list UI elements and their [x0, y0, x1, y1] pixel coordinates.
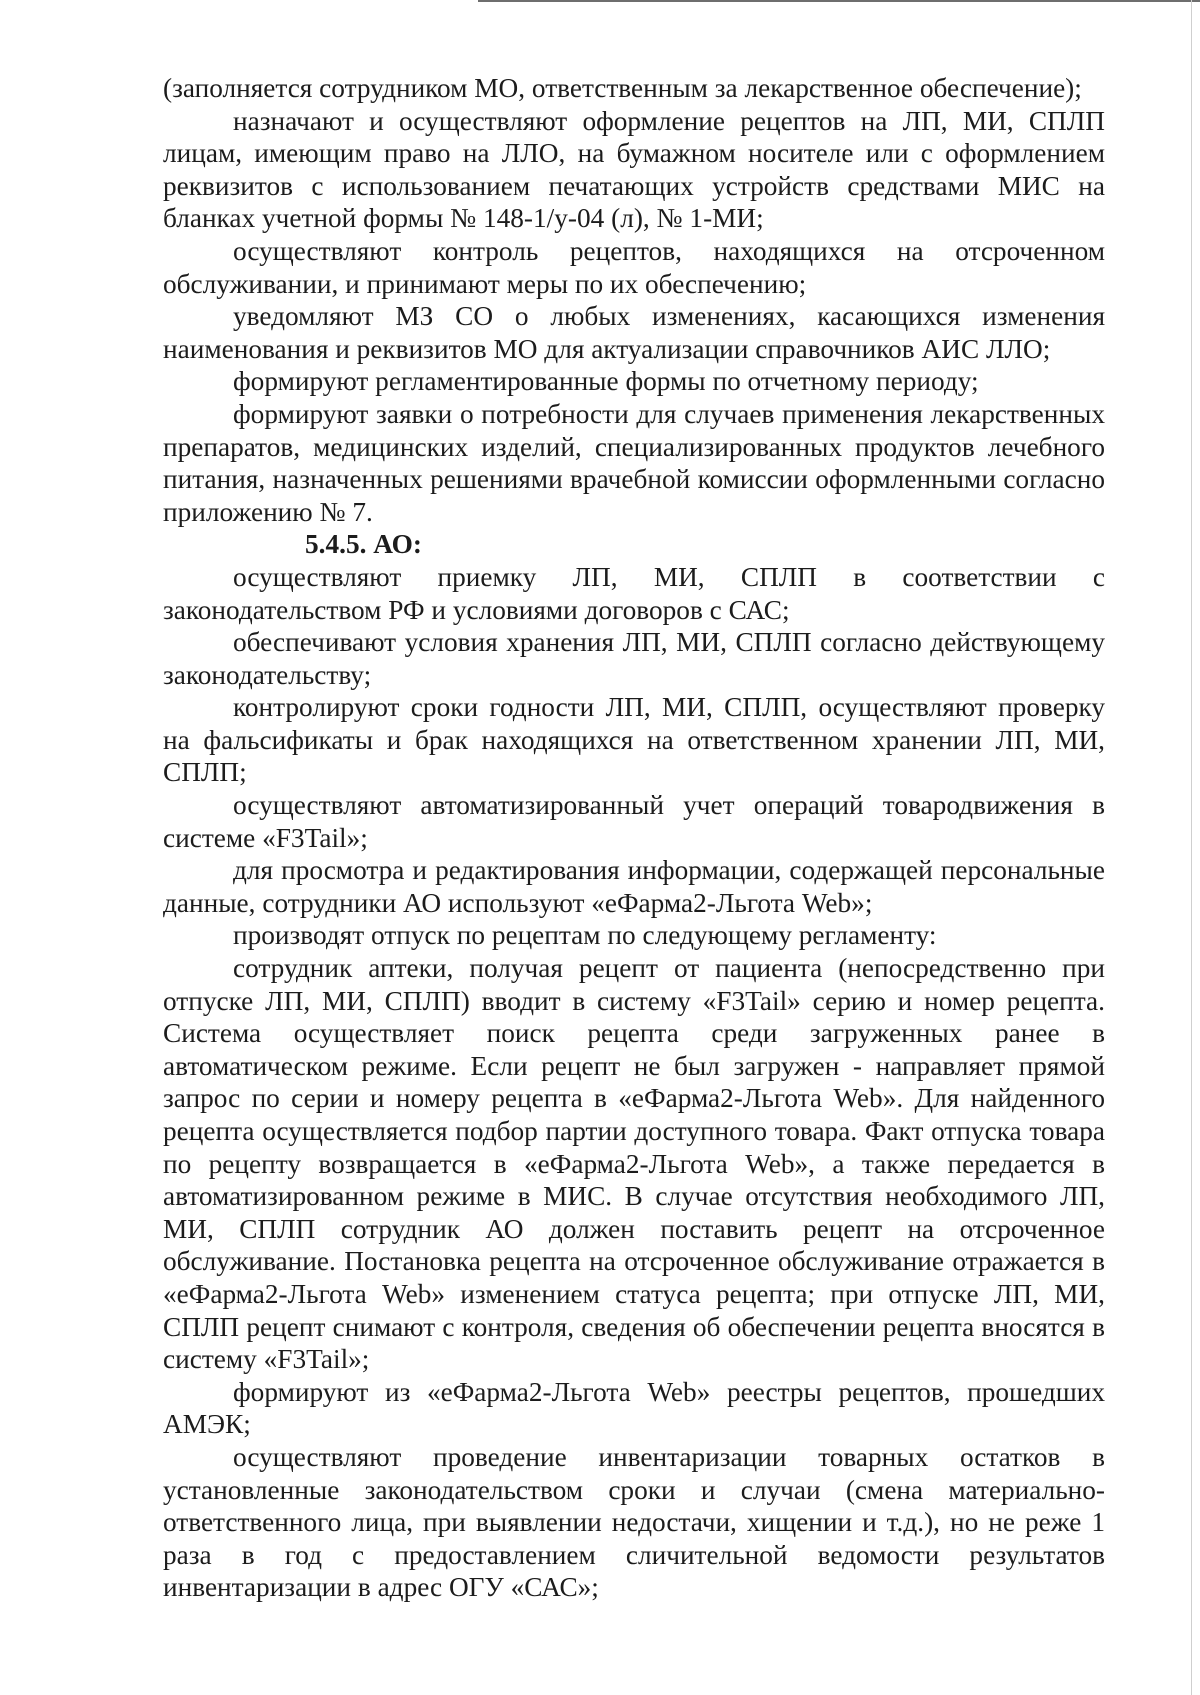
paragraph-notify-mz: уведомляют МЗ СО о любых изменениях, касающихся изменения наименования и реквизитов МО для актуализации справочников АИС ЛЛО; [163, 301, 1105, 364]
right-edge-rule [1191, 0, 1192, 1695]
document-page [163, 72, 1105, 1604]
paragraph-inventory: осуществляют проведение инвентаризации товарных остатков в установленные законодательством сроки и случаи (смена материально-ответственного лица, при выявлении недостачи, хищении и т.д.), но не реже 1 раза в год с предоставлением сличительной ведомости результатов инвентаризации в адрес ОГУ «САС»; [163, 1441, 1105, 1603]
paragraph-accounting: осуществляют автоматизированный учет операций товародвижения в системе «F3Tail»; [163, 790, 1105, 853]
paragraph-acceptance: осуществляют приемку ЛП, МИ, СПЛП в соответствии с законодательством РФ и условиями договоров с САС; [163, 561, 1105, 625]
paragraph-deferred-control: осуществляют контроль рецептов, находящихся на отсроченном обслуживании, и принимают меры по их обеспечению; [163, 235, 1105, 299]
section-heading: 5.4.5. АО: [305, 529, 422, 560]
paragraph-reports: формируют регламентированные формы по отчетному периоду; [233, 366, 979, 397]
top-edge-rule [478, 0, 1200, 2]
paragraph-personal-data: для просмотра и редактирования информации, содержащей персональные данные, сотрудники АО используют «еФарма2-Льгота Web»; [163, 855, 1105, 918]
paragraph-dispensing-procedure: сотрудник аптеки, получая рецепт от пациента (непосредственно при отпуске ЛП, МИ, СПЛП) вводит в систему «F3Tail» серию и номер рецепта. Система осуществляет поиск рецепта среди загруженных ранее в автоматическом режиме. Если рецепт не был загружен - направляет прямой запрос по серии и номеру рецепта в «еФарма2-Льгота Web». Для найденного рецепта осуществляется подбор партии доступного товара. Факт отпуска товара по рецепту возвращается в «еФарма2-Льгота Web», а также передается в автоматизированном режиме в МИС. В случае отсутствия необходимого ЛП, МИ, СПЛП сотрудник АО должен поставить рецепт на отсроченное обслуживание. Постановка рецепта на отсроченное обслуживание отражается в «еФарма2-Льгота Web» изменением статуса рецепта; при отпуске ЛП, МИ, СПЛП рецепт снимают с контроля, сведения об обеспечении рецепта вносятся в систему «F3Tail»; [163, 953, 1105, 1375]
paragraph-expiry-control: контролируют сроки годности ЛП, МИ, СПЛП, осуществляют проверку на фальсификаты и брак находящихся на ответственном хранении ЛП, МИ, СПЛП; [163, 692, 1105, 788]
paragraph-continuation: (заполняется сотрудником МО, ответственным за лекарственное обеспечение); [163, 73, 1082, 103]
paragraph-prescriptions: назначают и осуществляют оформление рецептов на ЛП, МИ, СПЛП лицам, имеющим право на ЛЛО, на бумажном носителе или с оформлением реквизитов с использованием печатающих устройств средствами МИС на бланках учетной формы № 148-1/у-04 (л), № 1-МИ; [163, 105, 1105, 234]
paragraph-storage: обеспечивают условия хранения ЛП, МИ, СПЛП согласно действующему законодательству; [163, 627, 1105, 690]
paragraph-requests: формируют заявки о потребности для случаев применения лекарственных препаратов, медицинских изделий, специализированных продуктов лечебного питания, назначенных решениями врачебной комиссии оформленными согласно приложению № 7. [163, 398, 1105, 527]
paragraph-dispensing: производят отпуск по рецептам по следующему регламенту: [233, 920, 937, 951]
paragraph-registers: формируют из «еФарма2-Льгота Web» реестры рецептов, прошедших АМЭК; [163, 1376, 1105, 1440]
